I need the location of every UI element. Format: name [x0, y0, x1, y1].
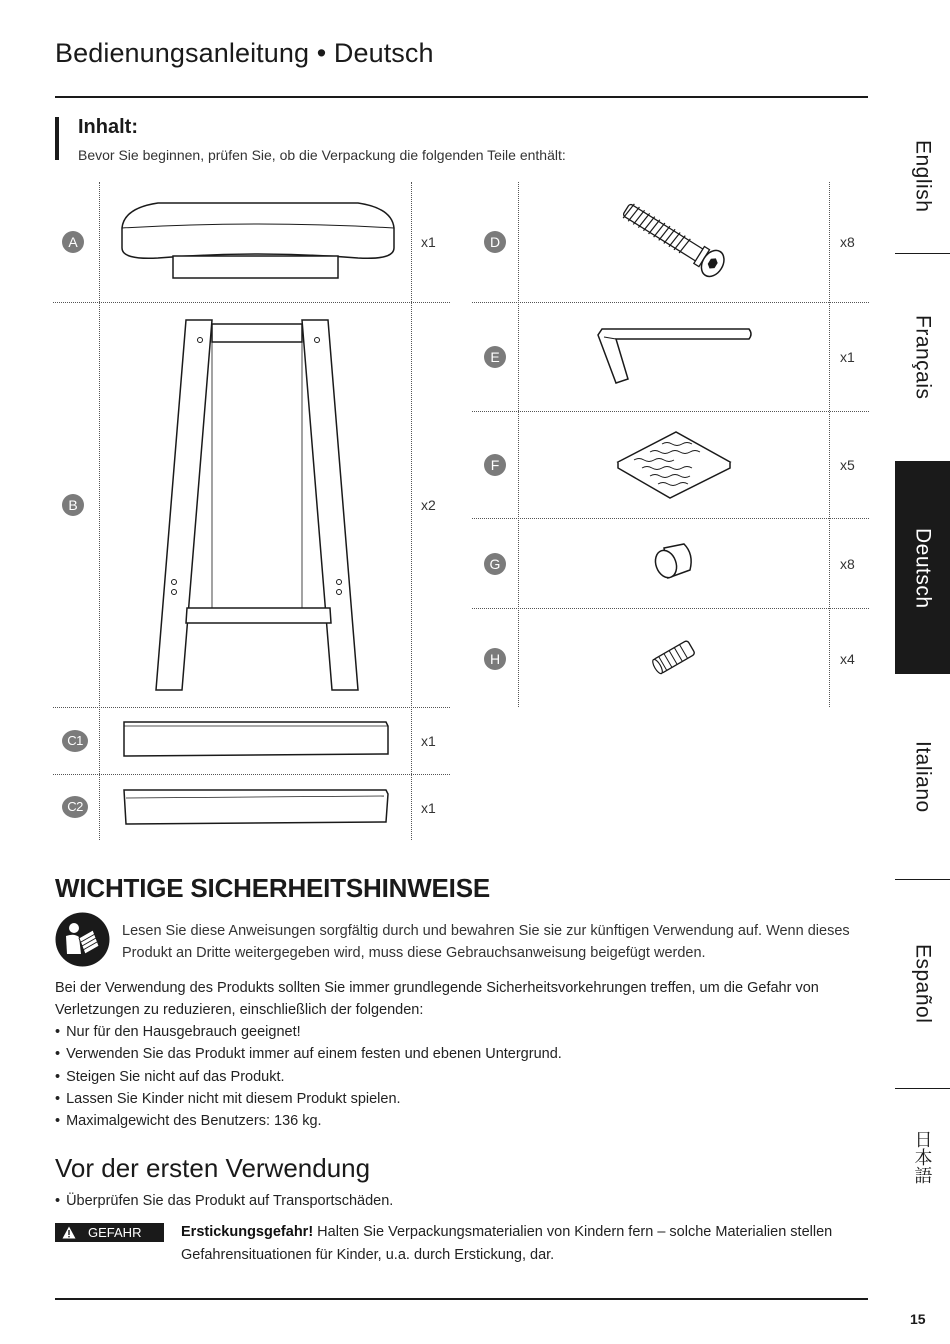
part-qty-c1: x1: [421, 733, 436, 749]
list-item: • Verwenden Sie das Produkt immer auf einem festen und ebenen Untergrund.: [55, 1043, 562, 1065]
list-item: • Steigen Sie nicht auf das Produkt.: [55, 1066, 562, 1088]
tab-label: Français: [911, 315, 935, 400]
tab-japanese[interactable]: [895, 1130, 950, 1260]
list-item: • Nur für den Hausgebrauch geeignet!: [55, 1021, 562, 1043]
grid-line: [53, 707, 450, 708]
tab-label: Italiano: [911, 740, 935, 813]
first-use-list: [55, 1190, 393, 1212]
part-qty-f: x5: [840, 457, 855, 473]
part-qty-e: x1: [840, 349, 855, 365]
contents-heading: Inhalt:: [78, 116, 138, 138]
footer-divider: [55, 1298, 868, 1300]
contents-intro: Bevor Sie beginnen, prüfen Sie, ob die Verpackung die folgenden Teile enthält:: [78, 147, 566, 163]
first-use-heading: Vor der ersten Verwendung: [55, 1153, 371, 1183]
bolt-illustration: [612, 198, 737, 283]
hex-key-illustration: [594, 323, 759, 388]
danger-text: [181, 1221, 871, 1267]
tab-francais[interactable]: [895, 254, 950, 461]
safety-list: [55, 1021, 562, 1132]
part-badge-e: E: [484, 346, 506, 368]
section-marker-bar: [55, 117, 59, 160]
part-badge-h: H: [484, 648, 506, 670]
page-number: 15: [910, 1311, 926, 1327]
crossbar-c2-illustration: [118, 784, 393, 829]
tab-espanol[interactable]: [895, 880, 950, 1088]
part-qty-a: x1: [421, 234, 436, 250]
grid-line: [99, 182, 100, 840]
tab-label: English: [911, 140, 935, 213]
tab-english[interactable]: [895, 100, 950, 253]
danger-description: Halten Sie Verpackungsmaterialien von Kindern fern – solche Materialien stellen Gefahrensituationen für Kinder, u.a. durch Erstickung, dar.: [181, 1224, 833, 1263]
cap-illustration: [650, 540, 700, 585]
seat-illustration: [118, 198, 398, 283]
part-badge-c2: C2: [62, 796, 88, 818]
grid-line: [472, 608, 869, 609]
grid-line: [518, 182, 519, 707]
safety-intro: Lesen Sie diese Anweisungen sorgfältig durch und bewahren Sie sie zur künftigen Verwendung auf. Wenn dieses Produkt an Dritte weitergegeben wird, muss diese Gebrauchsanweisung beigefügt werden.: [122, 923, 850, 961]
part-badge-a: A: [62, 231, 84, 253]
danger-badge: [55, 1223, 164, 1242]
part-qty-c2: x1: [421, 800, 436, 816]
tab-divider: [895, 1088, 950, 1089]
grid-line: [472, 302, 869, 303]
danger-title: Erstickungsgefahr!: [181, 1224, 314, 1240]
grid-line: [53, 774, 450, 775]
tab-deutsch[interactable]: [895, 462, 950, 674]
grid-line: [829, 182, 830, 707]
dowel-illustration: [648, 636, 700, 678]
leg-frame-illustration: [152, 318, 362, 693]
warning-icon: [62, 1226, 76, 1239]
part-badge-f: F: [484, 454, 506, 476]
read-manual-icon: [55, 912, 110, 967]
tab-label: Deutsch: [911, 527, 935, 609]
part-badge-g: G: [484, 553, 506, 575]
tab-label: 日本語: [912, 1130, 933, 1184]
grid-line: [53, 302, 450, 303]
grid-line: [472, 518, 869, 519]
part-badge-d: D: [484, 231, 506, 253]
part-badge-c1: C1: [62, 730, 88, 752]
grid-line: [472, 411, 869, 412]
safety-paragraph: Bei der Verwendung des Produkts sollten Sie immer grundlegende Sicherheitsvorkehrungen treffen, um die Gefahr von Verletzungen zu reduzieren, einschließlich der folgenden:: [55, 980, 819, 1018]
danger-label: GEFAHR: [88, 1225, 142, 1240]
crossbar-c1-illustration: [118, 716, 393, 761]
tab-label: Español: [911, 944, 935, 1024]
list-item: • Lassen Sie Kinder nicht mit diesem Produkt spielen.: [55, 1088, 562, 1110]
part-qty-g: x8: [840, 556, 855, 572]
list-item: • Überprüfen Sie das Produkt auf Transportschäden.: [55, 1190, 393, 1212]
safety-heading: WICHTIGE SICHERHEITSHINWEISE: [55, 873, 490, 903]
title-divider: [55, 96, 868, 98]
part-qty-b: x2: [421, 497, 436, 513]
tab-italiano[interactable]: [895, 674, 950, 879]
grid-line: [411, 182, 412, 840]
felt-pad-illustration: [614, 428, 734, 500]
part-qty-d: x8: [840, 234, 855, 250]
list-item: • Maximalgewicht des Benutzers: 136 kg.: [55, 1110, 562, 1132]
part-qty-h: x4: [840, 651, 855, 667]
part-badge-b: B: [62, 494, 84, 516]
page-title: Bedienungsanleitung • Deutsch: [55, 38, 434, 68]
